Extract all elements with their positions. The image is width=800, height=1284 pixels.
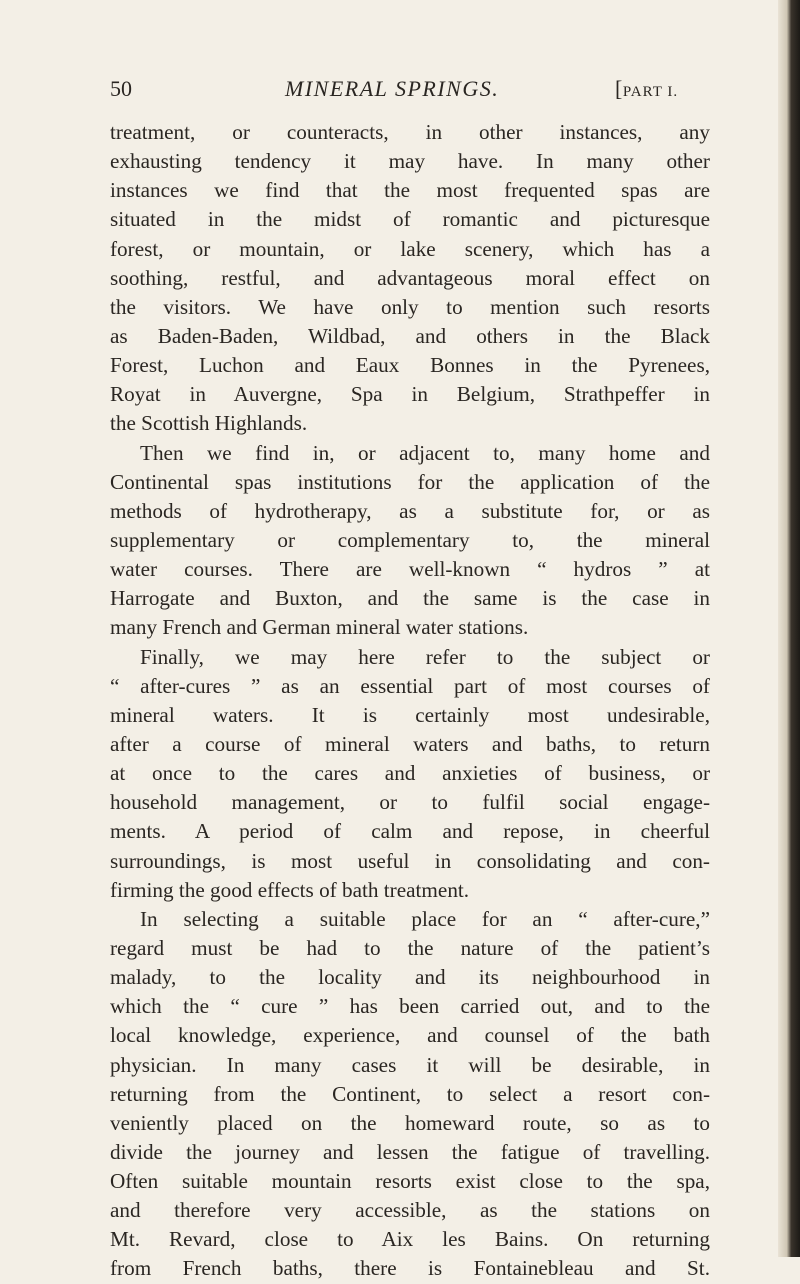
text-line: In selecting a suitable place for an “ after-cure,” <box>140 906 710 931</box>
text-line: Mt. Revard, close to Aix les Bains. On returning <box>110 1227 710 1252</box>
text-line: which the “ cure ” has been carried out, and to the <box>110 994 710 1019</box>
text-line: ments. A period of calm and repose, in cheerful <box>110 819 710 844</box>
text-line: instances we find that the most frequented spas are <box>110 178 710 203</box>
text-line: situated in the midst of romantic and picturesque <box>110 207 710 232</box>
text-line: at once to the cares and anxieties of business, or <box>110 761 710 786</box>
text-line: from French baths, there is Fontainebleau and St. <box>110 1256 710 1281</box>
text-line: divide the journey and lessen the fatigue of travelling. <box>110 1139 710 1164</box>
text-line: treatment, or counteracts, in other instances, any <box>110 120 710 144</box>
text-line: veniently placed on the homeward route, so as to <box>110 1110 710 1135</box>
text-line: surroundings, is most useful in consolidating and con- <box>110 848 710 873</box>
text-line: mineral waters. It is certainly most undesirable, <box>110 702 710 727</box>
section-bracket: [ <box>615 76 623 101</box>
text-line: household management, or to fulfil social engage- <box>110 790 710 815</box>
body-text <box>110 118 710 1284</box>
text-line: exhausting tendency it may have. In many other <box>110 149 710 174</box>
running-title: MINERAL SPRINGS. <box>285 76 500 101</box>
section-label: PART I. <box>622 84 679 100</box>
text-line: the visitors. We have only to mention such resorts <box>110 294 710 319</box>
running-header <box>110 76 710 106</box>
text-line: after a course of mineral waters and baths, to return <box>110 731 710 756</box>
text-line: and therefore very accessible, as the stations on <box>110 1198 710 1223</box>
text-line: malady, to the locality and its neighbourhood in <box>110 965 710 990</box>
text-line: Then we find in, or adjacent to, many home and <box>140 440 710 465</box>
text-line: water courses. There are well-known “ hydros ” at <box>110 557 710 582</box>
text-line: soothing, restful, and advantageous moral effect on <box>110 265 710 290</box>
page-number: 50 <box>110 76 132 101</box>
text-line: the Scottish Highlands. <box>110 411 308 436</box>
text-line: “ after-cures ” as an essential part of most courses of <box>110 673 710 698</box>
text-line: Often suitable mountain resorts exist close to the spa, <box>110 1169 710 1194</box>
text-line: as Baden-Baden, Wildbad, and others in the Black <box>110 323 710 348</box>
text-line: returning from the Continent, to select a resort con- <box>110 1081 710 1106</box>
text-line: supplementary or complementary to, the mineral <box>110 527 710 552</box>
text-line: Forest, Luchon and Eaux Bonnes in the Pyrenees, <box>110 353 710 378</box>
text-line: Harrogate and Buxton, and the same is the case in <box>110 586 710 611</box>
text-line: regard must be had to the nature of the patient’s <box>110 935 710 960</box>
text-line: Royat in Auvergne, Spa in Belgium, Strathpeffer in <box>110 382 710 407</box>
text-line: forest, or mountain, or lake scenery, which has a <box>110 236 710 261</box>
text-line: physician. In many cases it will be desirable, in <box>110 1052 710 1077</box>
section-mark <box>615 76 678 102</box>
page-edge-shadow <box>778 0 800 1257</box>
text-line: Finally, we may here refer to the subject or <box>140 644 710 669</box>
text-line: many French and German mineral water stations. <box>110 615 529 640</box>
text-line: Continental spas institutions for the application of the <box>110 469 710 494</box>
text-line: methods of hydrotherapy, as a substitute for, or as <box>110 498 710 523</box>
text-line: local knowledge, experience, and counsel of the bath <box>110 1023 710 1048</box>
text-line: firming the good effects of bath treatment. <box>110 877 470 902</box>
